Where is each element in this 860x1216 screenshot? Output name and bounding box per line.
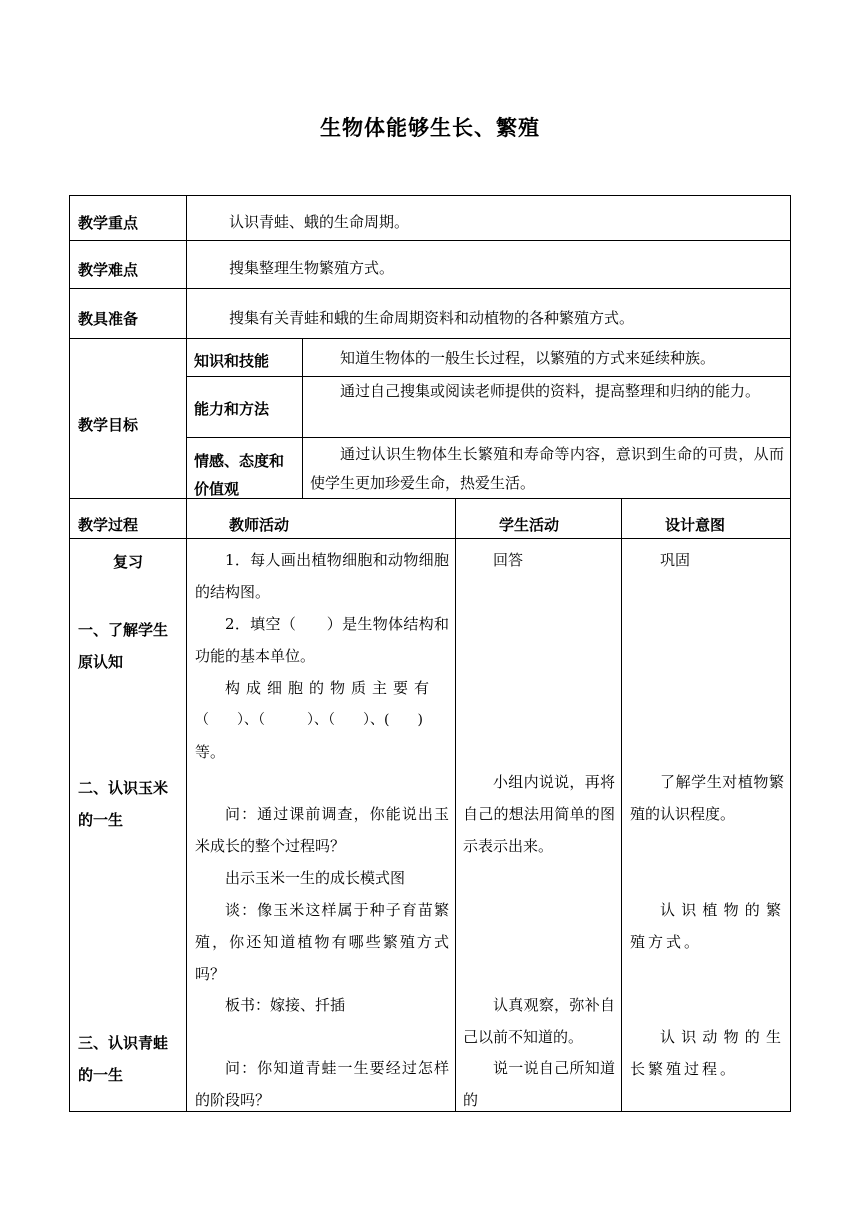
goal-knowledge-label: 知识和技能 — [194, 352, 270, 370]
difficulty-label: 教学难点 — [78, 261, 139, 279]
stage-review: 复习 — [113, 553, 144, 571]
teacher-activity-5: 出示玉米一生的成长模式图 — [225, 869, 406, 887]
prep-text: 搜集有关青蛙和蛾的生命周期资料和动植物的各种繁殖方式。 — [229, 309, 635, 327]
prep-label: 教具准备 — [78, 310, 139, 328]
student-activity-3: 认真观察，弥补自己以前不知道的。 — [463, 996, 615, 1046]
page-title: 生物体能够生长、繁殖 — [320, 116, 540, 140]
goal-emotion-label: 情感、态度和 价值观 — [194, 452, 285, 498]
stage-3: 三、认识青蛙 的一生 — [78, 1034, 169, 1084]
teacher-activity-6: 谈：像玉米这样属于种子育苗繁殖，你还知道植物有哪些繁殖方式吗？ — [195, 901, 449, 983]
teacher-activity-2: 2．填空（ ）是生物体结构和功能的基本单位。 — [195, 615, 449, 665]
goal-ability-text: 通过自己搜集或阅读老师提供的资料，提高整理和归纳的能力。 — [340, 382, 761, 400]
header-student: 学生活动 — [499, 516, 560, 534]
intent-2: 了解学生对植物繁殖的认识程度。 — [630, 773, 784, 823]
difficulty-text: 搜集整理生物繁殖方式。 — [229, 259, 395, 277]
goal-ability-label: 能力和方法 — [194, 400, 270, 418]
header-teacher: 教师活动 — [229, 516, 290, 534]
intent-3: 认识植物的繁殖方式。 — [630, 901, 784, 951]
focus-text: 认识青蛙、蛾的生命周期。 — [229, 213, 410, 231]
student-activity-2: 小组内说说，再将自己的想法用简单的图示表示出来。 — [463, 773, 615, 855]
teacher-activity-8: 问：你知道青蛙一生要经过怎样的阶段吗？ — [195, 1059, 449, 1109]
goals-label: 教学目标 — [78, 416, 139, 434]
goal-knowledge-text: 知道生物体的一般生长过程，以繁殖的方式来延续种族。 — [340, 349, 716, 367]
header-process: 教学过程 — [78, 516, 139, 534]
teacher-activity-1: 1．每人画出植物细胞和动物细胞的结构图。 — [195, 551, 449, 601]
student-activity-1: 回答 — [493, 551, 524, 569]
focus-label: 教学重点 — [78, 214, 139, 232]
stage-1: 一、了解学生 原认知 — [78, 621, 169, 671]
teacher-activity-3: 构成细胞的物质主要有 （ ）、（ ）、（ ）、( ) 等。 — [195, 679, 436, 761]
header-intent: 设计意图 — [665, 516, 726, 534]
teacher-activity-4: 问：通过课前调查，你能说出玉米成长的整个过程吗？ — [195, 805, 449, 855]
student-activity-4: 说一说自己所知道的 — [463, 1059, 615, 1109]
intent-4: 认识动物的生长繁殖过程。 — [630, 1028, 784, 1078]
teacher-activity-7: 板书：嫁接、扦插 — [225, 996, 346, 1014]
stage-2: 二、认识玉米 的一生 — [78, 779, 169, 829]
goal-emotion-text: 通过认识生物体生长繁殖和寿命等内容，意识到生命的可贵，从而使学生更加珍爱生命，热爱生活。 — [310, 445, 784, 492]
intent-1: 巩固 — [660, 551, 691, 569]
